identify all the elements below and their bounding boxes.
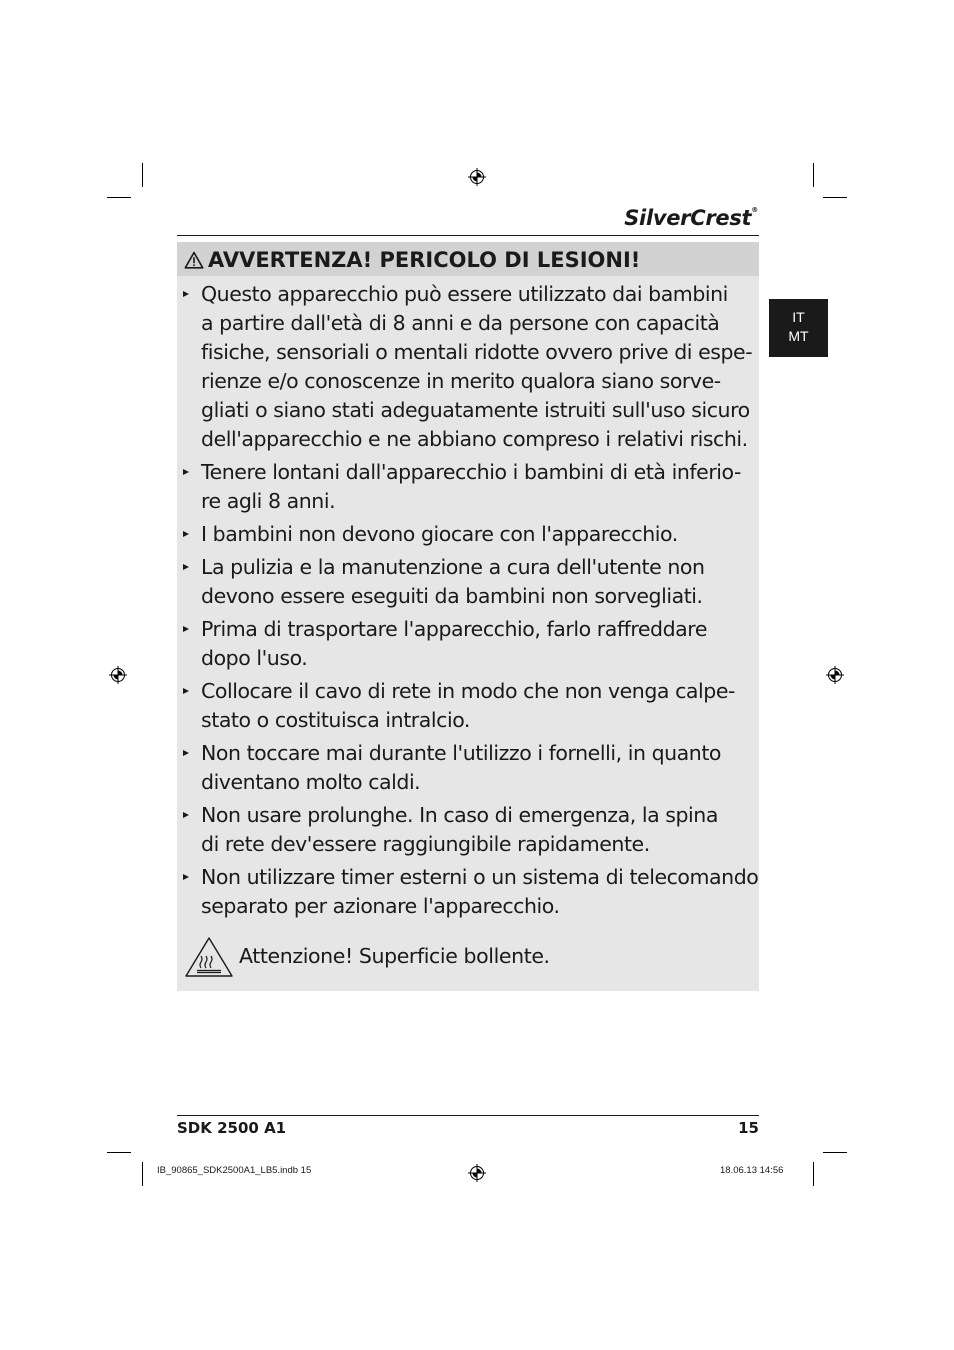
list-item — [177, 520, 759, 549]
bullet-arrow-icon — [183, 750, 189, 756]
bullet-arrow-icon — [183, 291, 189, 297]
bullet-arrow-icon — [183, 626, 189, 632]
list-item — [177, 615, 759, 673]
bullet-arrow-icon — [183, 688, 189, 694]
list-item-line: gliati o siano stati adeguatamente istruiti sull'uso sicuro — [201, 398, 750, 422]
list-item-line: I bambini non devono giocare con l'apparecchio. — [201, 522, 678, 546]
language-code: IT — [792, 309, 805, 325]
list-item — [177, 863, 759, 921]
warning-title: AVVERTENZA! PERICOLO DI LESIONI! — [208, 248, 641, 272]
list-item-line: Collocare il cavo di rete in modo che non venga calpe- — [201, 679, 735, 703]
list-item — [177, 677, 759, 735]
registration-mark-icon — [826, 666, 844, 684]
registration-mark-icon — [468, 168, 486, 186]
list-item-line: dopo l'uso. — [201, 646, 308, 670]
footer-rule — [177, 1115, 759, 1116]
list-item — [177, 801, 759, 859]
bullet-arrow-icon — [183, 812, 189, 818]
list-item-line: Prima di trasportare l'apparecchio, farlo raffreddare — [201, 617, 707, 641]
registration-mark-icon — [468, 1164, 486, 1182]
list-item-line: stato o costituisca intralcio. — [201, 708, 470, 732]
crop-mark — [813, 163, 814, 187]
hot-surface-text: Attenzione! Superficie bollente. — [239, 944, 550, 968]
brand-logo-text: SilverCrest — [624, 206, 752, 230]
list-item-line: a partire dall'età di 8 anni e da persone con capacità — [201, 311, 720, 335]
brand-logo — [560, 206, 758, 230]
list-item-line: rienze e/o conoscenze in merito qualora siano sorve- — [201, 369, 721, 393]
warning-box — [177, 242, 759, 991]
list-item-line: diventano molto caldi. — [201, 770, 421, 794]
crop-mark — [823, 1152, 847, 1153]
list-item-line: devono essere eseguiti da bambini non sorvegliati. — [201, 584, 703, 608]
warning-header — [177, 242, 759, 276]
list-item-line: Non utilizzare timer esterni o un sistema di telecomando — [201, 865, 759, 889]
list-item-line: Non usare prolunghe. In caso di emergenza, la spina — [201, 803, 718, 827]
list-item — [177, 458, 759, 516]
print-slug-file: IB_90865_SDK2500A1_LB5.indb 15 — [157, 1165, 312, 1176]
bullet-arrow-icon — [183, 469, 189, 475]
list-item-line: Questo apparecchio può essere utilizzato dai bambini — [201, 282, 728, 306]
crop-mark — [813, 1162, 814, 1186]
page-number: 15 — [738, 1119, 759, 1137]
language-code: MT — [788, 328, 809, 344]
crop-mark — [823, 197, 847, 198]
list-item — [177, 553, 759, 611]
model-number: SDK 2500 A1 — [177, 1119, 287, 1137]
crop-mark — [142, 163, 143, 187]
bullet-arrow-icon — [183, 874, 189, 880]
list-item-line: La pulizia e la manutenzione a cura dell'utente non — [201, 555, 705, 579]
list-item — [177, 280, 759, 454]
crop-mark — [142, 1162, 143, 1186]
crop-mark — [107, 197, 131, 198]
list-item-line: dell'apparecchio e ne abbiano compreso i relativi rischi. — [201, 427, 748, 451]
list-item — [177, 739, 759, 797]
list-item-line: fisiche, sensoriali o mentali ridotte ovvero prive di espe- — [201, 340, 753, 364]
list-item-line: Tenere lontani dall'apparecchio i bambini di età inferio- — [201, 460, 741, 484]
registration-mark-icon — [109, 666, 127, 684]
print-slug-timestamp: 18.06.13 14:56 — [720, 1165, 784, 1176]
warning-triangle-icon — [184, 251, 204, 269]
list-item-line: separato per azionare l'apparecchio. — [201, 894, 560, 918]
language-tab — [769, 299, 828, 357]
list-item-line: re agli 8 anni. — [201, 489, 336, 513]
list-item-line: di rete dev'essere raggiungibile rapidamente. — [201, 832, 650, 856]
registered-mark: ® — [751, 206, 758, 214]
header-rule — [177, 235, 759, 236]
list-item-line: Non toccare mai durante l'utilizzo i fornelli, in quanto — [201, 741, 722, 765]
bullet-arrow-icon — [183, 564, 189, 570]
bullet-arrow-icon — [183, 531, 189, 537]
warning-list — [177, 280, 759, 925]
crop-mark — [107, 1152, 131, 1153]
hot-surface-warning-icon — [184, 936, 234, 978]
